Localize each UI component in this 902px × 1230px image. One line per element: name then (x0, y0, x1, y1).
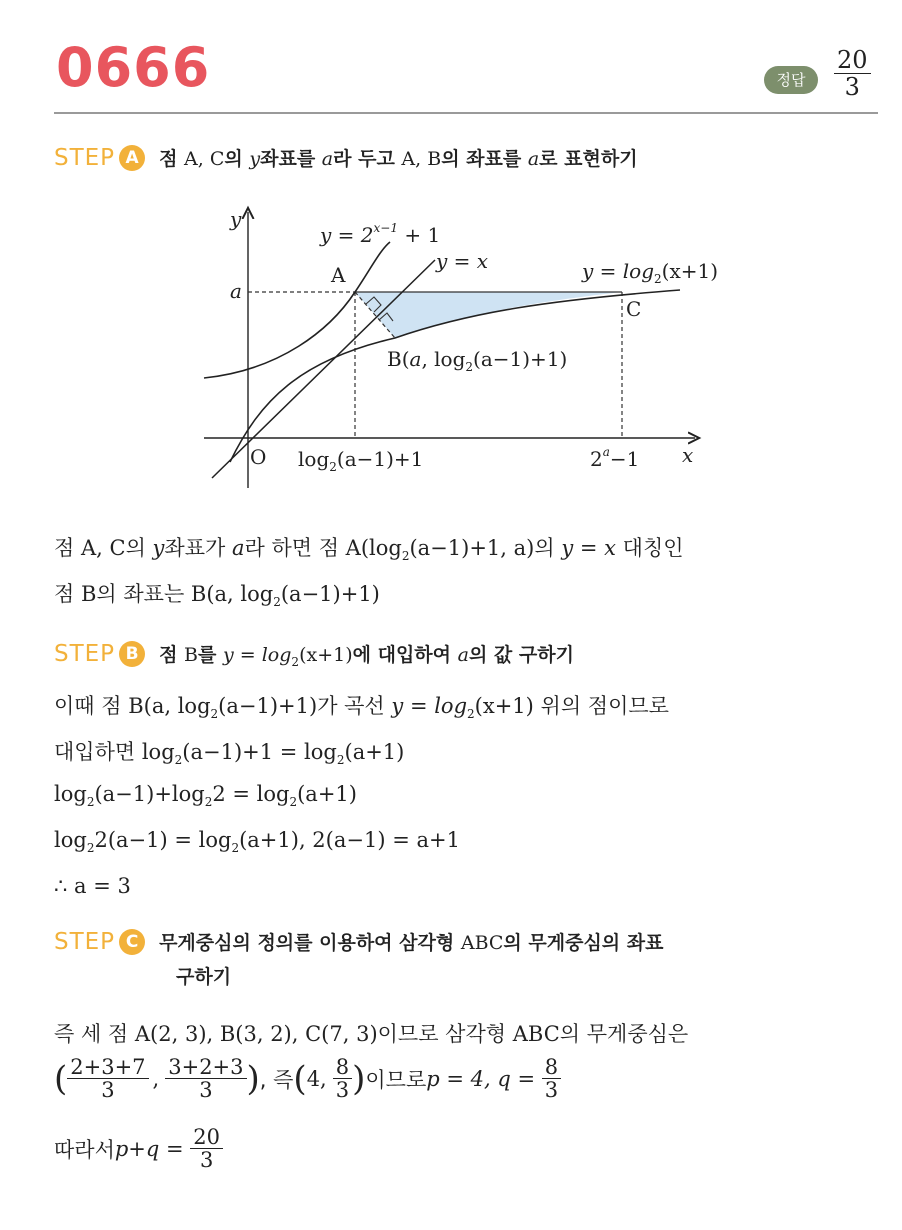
para3-line2: ( $\frac{2+3+7}{3}$ , $\frac{3+2+3}{3}$ ) , 즉 ( 4, $\frac{8}{3}$ ) 이므로 p = 4, q = $\frac{8}{3}$ (54, 1056, 561, 1102)
curve-exp-label: $y = 2^{x-1} + 1$ (320, 221, 441, 247)
step-a-math: A, C (184, 148, 225, 170)
problem-number: 0666 (56, 36, 211, 99)
answer-numerator: 20 (834, 48, 871, 74)
step-a-math: a (527, 148, 540, 170)
para2-line2: 대입하면 $\log_2(a-1)+1 = \log_2(a+1)$ (54, 740, 405, 768)
step-c-letter: C (119, 929, 145, 955)
point-b-label: B(a, $\log_2(a-1)+1$) (387, 347, 568, 374)
point-c-label: C (626, 297, 642, 321)
step-a-text: 의 (224, 148, 250, 170)
step-c-tag: STEP (54, 929, 116, 955)
a-tick-label: a (230, 279, 242, 303)
step-a-tag: STEP (54, 145, 116, 171)
origin-label: O (250, 445, 267, 469)
step-a-letter: A (119, 145, 145, 171)
step-a-text: 좌표를 (260, 148, 322, 170)
y-axis-label: y (230, 207, 242, 231)
step-a-text: 점 (159, 148, 185, 170)
curve-log-label: $y = \log_2(x+1)$ (582, 259, 719, 286)
step-a-math: A, B (401, 148, 442, 170)
step-a-heading (54, 144, 638, 171)
x-tick-exp-label: $2^a-1$ (590, 445, 640, 471)
step-a-math: a (321, 148, 334, 170)
x-axis-label: x (682, 443, 694, 467)
step-c-heading: STEP C 무게중심의 정의를 이용하여 삼각형 ABC의 무게중심의 좌표 (54, 929, 664, 955)
step-c-heading-line2: 구하기 (176, 966, 232, 988)
step-a-math: y (249, 148, 261, 170)
para2-line1: 이때 점 B(a, $\log_2(a-1)+1$)가 곡선 $y = \log_2(x+1)$ 위의 점이므로 (54, 694, 669, 722)
para3-line1: 즉 세 점 A(2, 3), B(3, 2), C(7, 3)이므로 삼각형 ABC의 무게중심은 (54, 1022, 689, 1046)
para3-line3: 따라서 p+q = $\frac{20}{3}$ (54, 1126, 223, 1172)
point-a-label: A (331, 263, 346, 287)
curve-exponential (204, 242, 390, 378)
para2-line3: $\log_2(a-1)+\log_22 = \log_2(a+1)$ (54, 782, 357, 810)
para1-line1: 점 A, C의 y좌표가 a라 하면 점 $A(\log_2(a-1)+1$, a)의 y = x 대칭인 (54, 536, 684, 564)
step-b-heading: STEP B 점 B를 $y = \log_2(x+1)$에 대입하여 a의 값 구하기 (54, 641, 574, 669)
line-label: y = x (436, 249, 489, 273)
para2-line4: $\log_22(a-1) = \log_2(a+1)$, 2(a−1) = a+1 (54, 828, 460, 856)
x-tick-log-label: $\log_2(a-1)+1$ (298, 447, 424, 474)
header-divider (54, 112, 878, 114)
answer-badge: 정답 (764, 66, 818, 94)
para1-line2: 점 B의 좌표는 B(a, $\log_2(a-1)+1$) (54, 582, 380, 610)
step-a-text: 로 표현하기 (539, 148, 638, 170)
answer-denominator: 3 (844, 73, 860, 102)
answer-fraction (834, 48, 871, 101)
step-b-tag: STEP (54, 641, 116, 667)
function-graph (190, 200, 750, 500)
step-a-text: 라 두고 (333, 148, 402, 170)
step-a-text: 의 좌표를 (441, 148, 528, 170)
step-b-letter: B (119, 641, 145, 667)
para2-line5: ∴ a = 3 (54, 874, 131, 898)
